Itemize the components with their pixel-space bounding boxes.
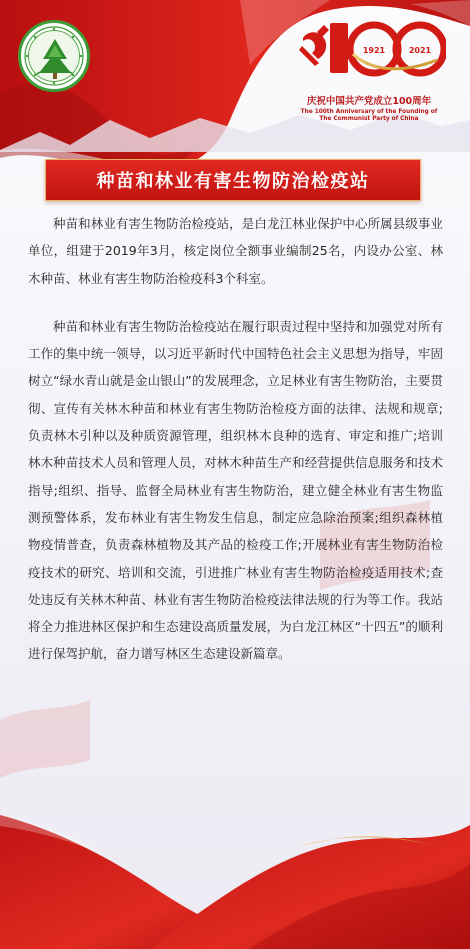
page-title: 种苗和林业有害生物防治检疫站 [45,159,421,201]
hammer-sickle-icon [299,25,329,66]
centenary-en-line-2: The Communist Party of China [319,116,419,122]
paragraph-duties: 种苗和林业有害生物防治检疫站在履行职责过程中坚持和加强党对所有工作的集中统一领导，以习近平新时代中国特色社会主义思想为指导，牢固树立“绿水青山就是金山银山”的发展理念，立足林业有害生物防治，主要贯彻、宣传有关林木种苗和林业有害生物防治检疫方面的法律、法规和规章;负责林木引种以及种质资源管理，组织林木良种的选育、审定和推广;培训林木种苗技术人员和管理人员，对林木种苗生产和经营提供信息服务和技术指导;组织、指导、监督全局林业有害生物防治，建立健全林业有害生物监测预警体系，发布林业有害生物发生信息，制定应急除治预案;组织森林植物疫情普查，负责森林植物及其产品的检疫工作;开展林业有害生物防治检疫技术的研究、培训和交流，引进推广林业有害生物防治检疫适用技术;查处违反有关林木种苗、林业有害生物防治检疫法律法规的行为等工作。我站将全力推进林区保护和生态建设高质量发展，为白龙江林区“十四五”的顺利进行保驾护航，奋力谱写林区生态建设新篇章。 [28,318,443,662]
centenary-emblem [292,18,446,128]
centenary-cn-text: 庆祝中国共产党成立100周年 [306,96,432,107]
centenary-en-line-1: The 100th Anniversary of the Founding of [300,109,438,115]
paragraph-intro: 种苗和林业有害生物防治检疫站，是白龙江林业保护中心所属县级事业单位，组建于2019年3月，核定岗位全额事业编制25名，内设办公室、林木种苗、林业有害生物防治检疫科3个科室。 [28,216,443,286]
forestry-logo-icon [18,20,90,92]
svg-text:2021: 2021 [408,46,432,55]
svg-text:1921: 1921 [362,46,386,55]
content-body [28,210,443,668]
